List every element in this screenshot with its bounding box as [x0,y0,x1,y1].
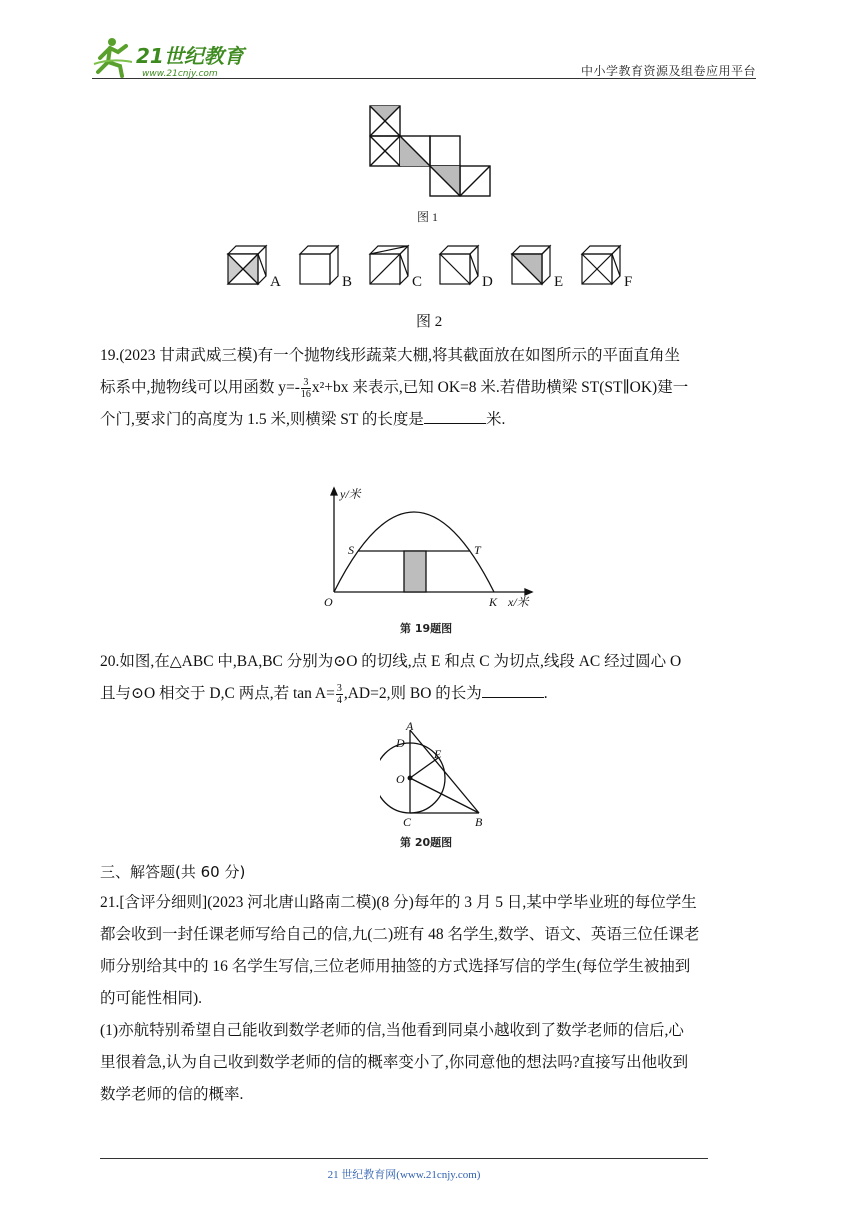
question-21 [100,887,770,1111]
x-axis-label: x/米 [508,595,529,609]
q21-line3: 师分别给其中的 16 名学生写信,三位老师用抽签的方式选择写信的学生(每位学生被抽到 [100,958,691,975]
q21-part1-line1: (1)亦航特别希望自己能收到数学老师的信,当他看到同桌小越收到了数学老师的信后,心 [100,1022,684,1039]
point-o-label: O [396,772,405,786]
runner-logo-icon [94,38,132,76]
logo-url: www.21cnjy.com [142,69,218,79]
answer-blank-19[interactable] [424,407,486,424]
option-label-b: B [342,274,353,290]
q21-part1-line3: 数学老师的信的概率. [100,1086,244,1103]
point-c-label: C [403,815,412,829]
figure1-caption: 图 1 [417,210,439,224]
figure19-caption: 第 19题图 [400,622,453,635]
cube-option-f [582,246,620,284]
answer-blank-20[interactable] [482,681,544,698]
point-d-label: D [396,736,405,750]
cube-option-b [300,246,338,284]
cube-option-e [512,246,550,284]
option-label-c: C [412,274,423,290]
footer-divider [100,1158,708,1159]
figure19-parabola [318,482,542,638]
segment-oe [410,758,438,778]
point-s-label: S [348,543,354,557]
figure20-circle-triangle [380,720,500,852]
origin-label: O [324,595,333,609]
figure20-caption: 第 20题图 [400,836,453,849]
question-19 [100,340,770,436]
option-label-a: A [270,274,281,290]
q19-line3: 个门,要求门的高度为 1.5 米,则横梁 ST 的长度是 米. [100,404,770,436]
option-label-d: D [482,274,493,290]
point-k-label: K [489,595,498,609]
cube-option-d [440,246,478,284]
figure1-cube-net [368,104,494,200]
cube-option-c [370,246,408,284]
footer-link[interactable]: 21 世纪教育网(www.21cnjy.com) [327,1169,481,1181]
segment-ab [410,730,479,813]
q21-line1: 21.[含评分细则](2023 河北唐山路南二模)(8 分)每年的 3 月 5 日,某中学毕业班的每位学生 [100,894,697,911]
point-a-label: A [406,720,414,733]
q20-line2: 且与⊙O 相交于 D,C 两点,若 tan A= $\frac{3}{4}$ ,AD=2,则 BO 的长为 . [100,682,548,706]
q19-fraction: $\frac{3}{16}$ [300,376,311,400]
question-20 [100,646,770,710]
cube-option-a [228,246,266,284]
q21-line2: 都会收到一封任课老师写给自己的信,九(二)班有 48 名学生,数学、语文、英语三位任课老 [100,926,700,943]
q20-fraction: $\frac{3}{4}$ [336,682,342,706]
point-e-label: E [434,747,442,761]
figure2-caption: 图 2 [416,314,443,330]
option-label-f: F [624,274,633,290]
header-tagline: 中小学教育资源及组卷应用平台 [580,64,756,78]
q19-line2: 标系中,抛物线可以用函数 y=- $\frac{3}{16}$ x²+bx 来表示,已知 OK=8 米.若借助横梁 ST(ST∥OK)建一 [100,376,689,400]
point-t-label: T [474,543,481,557]
y-axis-label: y/米 [340,487,361,501]
logo-text: 21世纪教育 [136,44,244,68]
option-label-e: E [554,274,564,290]
q21-part1-line2: 里很着急,认为自己收到数学老师的信的概率变小了,你同意他的想法吗?直接写出他收到 [100,1054,689,1071]
point-b-label: B [475,815,483,829]
q20-line1: 20.如图,在△ABC 中,BA,BC 分别为⊙O 的切线,点 E 和点 C 为切点,线段 AC 经过圆心 O [100,653,682,670]
q21-line4: 的可能性相同). [100,990,203,1007]
q19-line1: 19.(2023 甘肃武威三模)有一个抛物线形蔬菜大棚,将其截面放在如图所示的平面直角坐 [100,347,680,364]
door-rect [404,551,426,592]
site-logo [92,36,257,80]
section-title: 三、解答题(共 60 分) [100,863,246,881]
header-divider [92,78,756,79]
figure2-cube-options [226,242,646,290]
